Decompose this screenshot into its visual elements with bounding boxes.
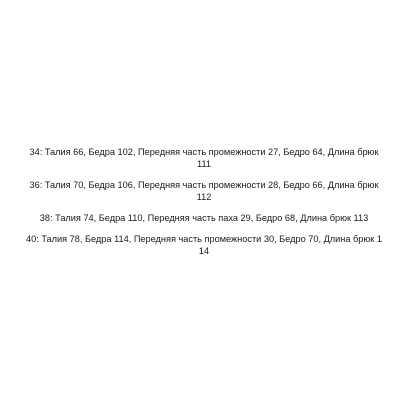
size-chart xyxy=(26,146,382,266)
size-entry-38: 38: Талия 74, Бедра 110, Передняя часть паха 29, Бедро 68, Длина брюк 113 xyxy=(39,213,369,223)
size-entry-36: 36: Талия 70, Бедра 106, Передняя часть промежности 28, Бедро 66, Длина брюк 112 xyxy=(29,180,379,202)
size-entry-34: 34: Талия 66, Бедра 102, Передняя часть промежности 27, Бедро 64, Длина брюк 111 xyxy=(29,147,379,169)
size-entry-40: 40: Талия 78, Бедра 114, Передняя часть промежности 30, Бедро 70, Длина брюк 114 xyxy=(26,234,382,256)
